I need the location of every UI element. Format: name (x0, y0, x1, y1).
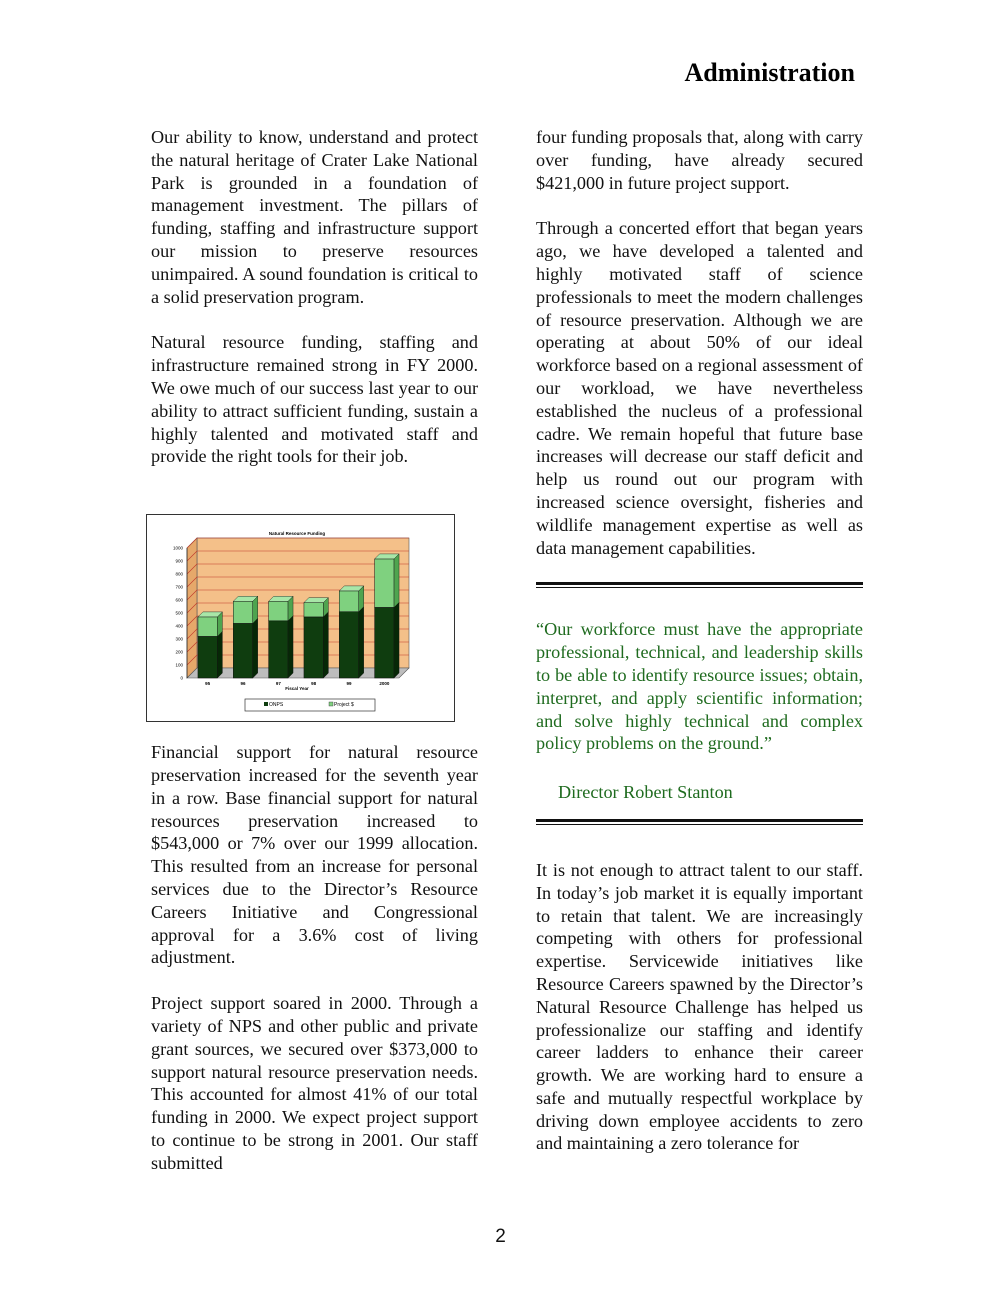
chart-bar-side (288, 616, 293, 678)
chart-y-tick-label: 900 (175, 558, 183, 564)
chart-legend (245, 699, 375, 711)
chart-y-tick-label: 300 (175, 636, 183, 642)
chart-y-tick-label: 700 (175, 584, 183, 590)
quote-attribution: Director Robert Stanton (558, 782, 733, 803)
chart-bar-side (253, 618, 258, 678)
chart-x-tick-label: 97 (275, 681, 281, 686)
chart-bar-onps (233, 623, 252, 678)
chart-bar-project (339, 591, 358, 612)
legend-swatch-onps (264, 702, 268, 706)
chart-bar-onps (339, 612, 358, 678)
chart-y-tick-label: 400 (175, 623, 183, 629)
funding-paragraph: Natural resource funding, staffing and infrastructure remained strong in FY 2000. We owe much of our success last year to our ability to attract sufficient funding, sustain a highly talented and motivated staff and provide the right tools for their job. (151, 332, 478, 467)
legend-label-onps: ONPS (269, 702, 284, 708)
carry-over-paragraph: four funding proposals that, along with carry over funding, have already secured $421,000 in future project support. (536, 127, 863, 193)
chart-x-tick-label: 99 (346, 681, 352, 686)
chart-y-tick-label: 800 (175, 571, 183, 577)
chart-y-tick-label: 0 (180, 675, 183, 681)
quote-top-rule (536, 582, 863, 588)
chart-x-tick-label: 98 (311, 681, 317, 686)
chart-bar-onps (269, 621, 288, 678)
chart-y-tick-label: 100 (175, 662, 183, 668)
director-quote: “Our workforce must have the appropriate professional, technical, and leadership skills to be able to identify resource issues; obtain, interpret, and apply scientific information; and solve highly technical and complex policy problems on the ground.” (536, 619, 863, 754)
funding-chart (146, 514, 455, 722)
chart-x-tick-label: 2000 (379, 681, 390, 686)
chart-bar-project (233, 601, 252, 623)
page-number: 2 (495, 1226, 506, 1247)
chart-x-tick-label: 95 (205, 681, 211, 686)
legend-label-project: Project $ (334, 702, 354, 708)
staffing-paragraph: Through a concerted effort that began years ago, we have developed a talented and highly motivated staff of science professionals to meet the modern challenges of resource preservation. Although we are operating at about 50% of our ideal workforce based on a regional assessment of our workload, we have nevertheless established the nucleus of a professional cadre. We remain hopeful that future base increases will decrease our staff deficit and help us round out our program with increased science oversight, fisheries and wildlife management expertise as well as data management capabilities. (536, 218, 863, 558)
chart-bar-onps (198, 636, 217, 678)
quote-bottom-rule (536, 819, 863, 825)
chart-y-tick-label: 600 (175, 597, 183, 603)
chart-bar-onps (304, 617, 323, 678)
chart-plot-area (173, 538, 409, 686)
chart-bar-project (269, 601, 288, 621)
chart-bar-project (304, 603, 323, 617)
chart-bar-side (394, 554, 399, 607)
chart-y-tick-label: 200 (175, 649, 183, 655)
page-title: Administration (684, 58, 855, 87)
chart-y-tick-label: 500 (175, 610, 183, 616)
project-support-paragraph: Project support soared in 2000. Through a variety of NPS and other public and private grant sources, we secured over $373,000 to support natural resource preservation needs. This accounted for almost 41% of our total funding in 2000. We expect project support to continue to be strong in 2001. Our staff submitted (151, 993, 478, 1173)
financial-support-paragraph: Financial support for natural resource preservation increased for the seventh year in a row. Base financial support for natural resources preservation increased to $543,000 or 7% over our 1999 allocation. This resulted from an increase for personal services due to the Director’s Resource Careers Initiative and Congressional approval for a 3.6% cost of living adjustment. (151, 742, 478, 968)
chart-title: Natural Resource Funding (268, 531, 326, 536)
chart-bar-side (217, 631, 222, 678)
legend-swatch-project (329, 702, 333, 706)
chart-bar-project (375, 559, 394, 607)
right-column (536, 126, 863, 1178)
retention-paragraph: It is not enough to attract talent to our staff. In today’s job market it is equally important to retain that talent. We are increasingly competing with others for professional expertise. Servicewide initiatives like Resource Careers spawned by the Director’s Natural Resource Challenge has helped us professionalize our staffing and identify career ladders to enhance their career growth. We are working hard to ensure a safe and mutually respectful workplace by driving down employee accidents to zero and maintaining a zero tolerance for (536, 859, 863, 1154)
chart-bar-side (394, 602, 399, 678)
chart-bar-onps (375, 607, 394, 678)
funding-chart-svg (147, 515, 454, 721)
chart-bar-side (323, 612, 328, 678)
chart-bar-side (359, 607, 364, 678)
intro-paragraph: Our ability to know, understand and protect the natural heritage of Crater Lake National Park is grounded in a foundation of management investment. The pillars of funding, staffing and infrastructure support our mission to preserve resources unimpaired. A sound foundation is critical to a solid preservation program. (151, 127, 478, 307)
chart-bar-project (198, 617, 217, 637)
chart-x-tick-label: 96 (240, 681, 246, 686)
chart-x-axis-label: Fiscal Year (285, 686, 309, 691)
chart-y-tick-label: 1000 (172, 545, 183, 551)
